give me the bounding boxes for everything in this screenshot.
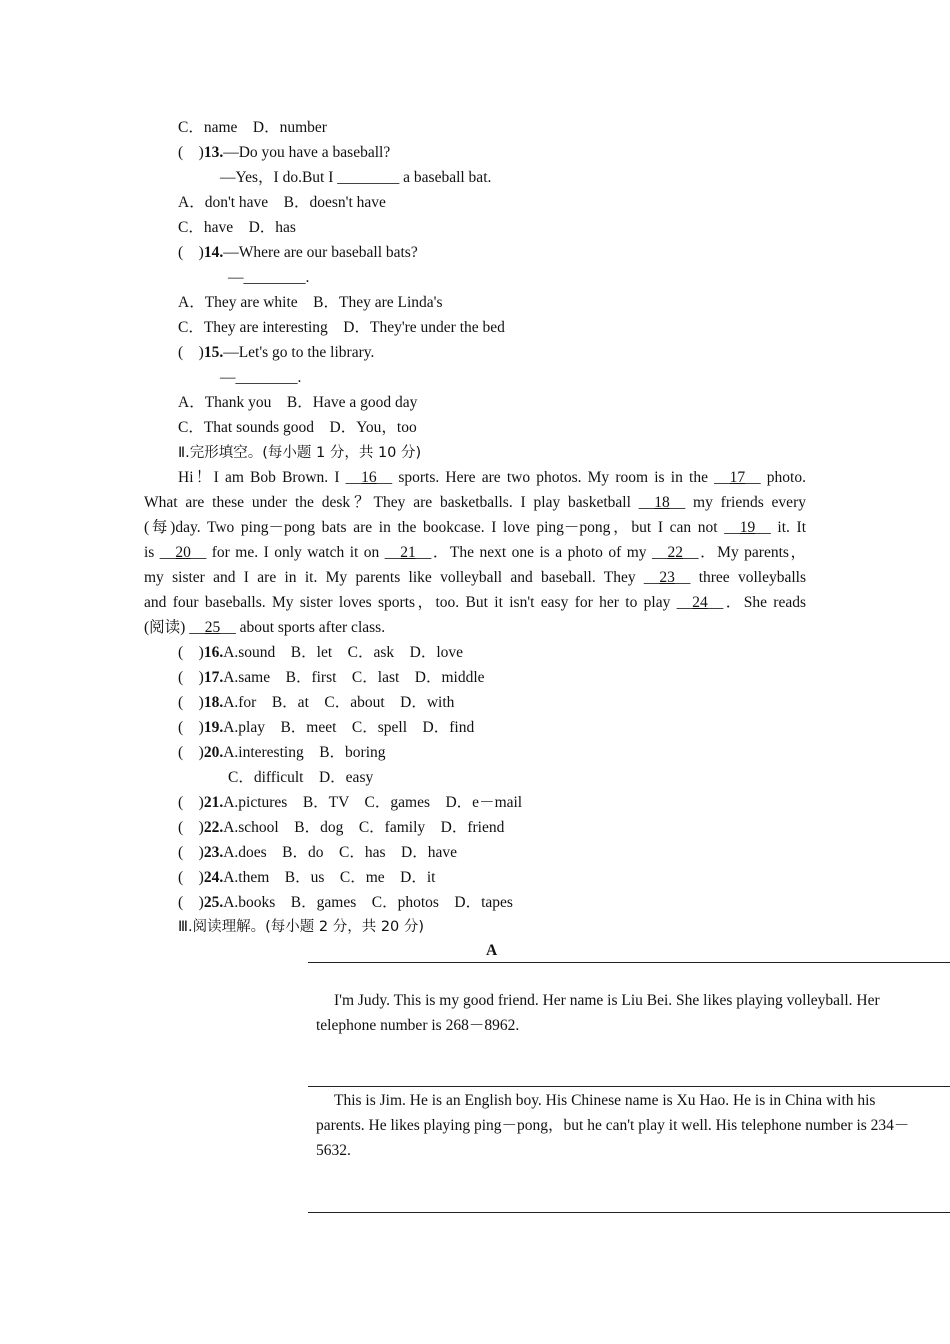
answer-paren[interactable]: ( )	[178, 844, 204, 861]
answer-paren[interactable]: ( )	[178, 694, 204, 711]
answer-paren[interactable]: ( )	[178, 794, 204, 811]
question-number: 15.	[203, 344, 224, 361]
passage-line-5: my sister and I are in it. My parents like volleyball and baseball. They __23__ three volleyballs	[144, 569, 807, 586]
passage-line-6: and four baseballs. My sister loves sports，too. But it isn't easy for her to play __24__．She reads	[144, 594, 807, 611]
question-17: ( )17.A.same B．first C．last D．middle	[178, 669, 485, 686]
question-stem: —Do you have a baseball?	[223, 144, 391, 161]
q20-options-cd: C．difficult D．easy	[228, 769, 374, 786]
passage-line-3: (每)day. Two ping－pong bats are in the bookcase. I love ping－pong，but I can not __19__ it. It	[144, 519, 806, 536]
question-stem: —Where are our baseball bats?	[223, 244, 418, 261]
reading-line: I'm Judy. This is my good friend. Her name is Liu Bei. She likes playing volleyball. Her	[334, 992, 880, 1009]
question-number: 14.	[203, 244, 224, 261]
blank-17: 17	[729, 469, 746, 486]
question-14	[178, 243, 418, 263]
blank-16: 16	[361, 469, 377, 486]
answer-paren[interactable]: ( )	[178, 819, 204, 836]
question-19: ( )19.A.play B．meet C．spell D．find	[178, 719, 475, 736]
passage-line-2: What are these under the desk？They are basketballs. I play basketball __18__ my friends every	[144, 494, 806, 511]
table-rule-top	[308, 962, 950, 963]
question-15	[178, 343, 374, 363]
section-2-title: Ⅱ.完形填空。(每小题 1 分，共 10 分)	[178, 445, 422, 461]
question-16: ( )16.A.sound B．let C．ask D．love	[178, 644, 464, 661]
blank-25: 25	[204, 619, 221, 636]
answer-paren[interactable]: ( )	[178, 669, 204, 686]
reading-line: parents. He likes playing ping－pong，but he can't play it well. His telephone number is 234－	[316, 1117, 910, 1134]
q13-reply: —Yes，I do.But I ________ a baseball bat.	[220, 169, 492, 186]
blank-21: 21	[400, 544, 416, 561]
answer-paren[interactable]: ( )	[178, 144, 204, 161]
question-stem: —Let's go to the library.	[223, 344, 375, 361]
question-25: ( )25.A.books B．games C．photos D．tapes	[178, 894, 513, 911]
answer-paren[interactable]: ( )	[178, 744, 204, 761]
question-20: ( )20.A.interesting B．boring	[178, 744, 386, 761]
question-24: ( )24.A.them B．us C．me D．it	[178, 869, 436, 886]
q12-options-cd: C．name D．number	[178, 119, 327, 136]
q14-options-cd: C．They are interesting D．They're under the bed	[178, 319, 505, 336]
section-3-title: Ⅲ.阅读理解。(每小题 2 分，共 20 分)	[178, 919, 425, 935]
question-18: ( )18.A.for B．at C．about D．with	[178, 694, 455, 711]
question-number: 13.	[203, 144, 224, 161]
q13-options-ab: A．don't have B．doesn't have	[178, 194, 386, 211]
blank-22: 22	[667, 544, 683, 561]
blank-24: 24	[692, 594, 708, 611]
q15-options-ab: A．Thank you B．Have a good day	[178, 394, 418, 411]
reading-line: 5632.	[316, 1142, 351, 1159]
q15-reply: —________.	[220, 369, 302, 386]
blank-19: 19	[739, 519, 756, 536]
question-23: ( )23.A.does B．do C．has D．have	[178, 844, 457, 861]
passage-line-1: Hi！I am Bob Brown. I __16__ sports. Here are two photos. My room is in the __17__ photo.	[178, 469, 806, 486]
reading-part-label: A	[486, 942, 498, 959]
table-rule-bottom	[308, 1212, 950, 1213]
answer-paren[interactable]: ( )	[178, 344, 204, 361]
blank-18: 18	[654, 494, 670, 511]
question-13	[178, 143, 390, 163]
q13-options-cd: C．have D．has	[178, 219, 296, 236]
blank-23: 23	[659, 569, 675, 586]
question-22: ( )22.A.school B．dog C．family D．friend	[178, 819, 505, 836]
answer-paren[interactable]: ( )	[178, 244, 204, 261]
table-rule-middle	[308, 1086, 950, 1087]
answer-paren[interactable]: ( )	[178, 719, 204, 736]
q14-reply: —________.	[228, 269, 310, 286]
blank-20: 20	[175, 544, 191, 561]
answer-paren[interactable]: ( )	[178, 869, 204, 886]
q15-options-cd: C．That sounds good D．You，too	[178, 419, 417, 436]
passage-line-7: (阅读) __25__ about sports after class.	[144, 619, 386, 636]
answer-paren[interactable]: ( )	[178, 894, 204, 911]
question-21: ( )21.A.pictures B．TV C．games D．e－mail	[178, 794, 523, 811]
answer-paren[interactable]: ( )	[178, 644, 204, 661]
reading-line: This is Jim. He is an English boy. His Chinese name is Xu Hao. He is in China with his	[334, 1092, 876, 1109]
reading-line: telephone number is 268－8962.	[316, 1017, 520, 1034]
passage-line-4: is __20__ for me. I only watch it on __21__．The next one is a photo of my __22__．My parents，	[144, 544, 807, 561]
q14-options-ab: A．They are white B．They are Linda's	[178, 294, 443, 311]
